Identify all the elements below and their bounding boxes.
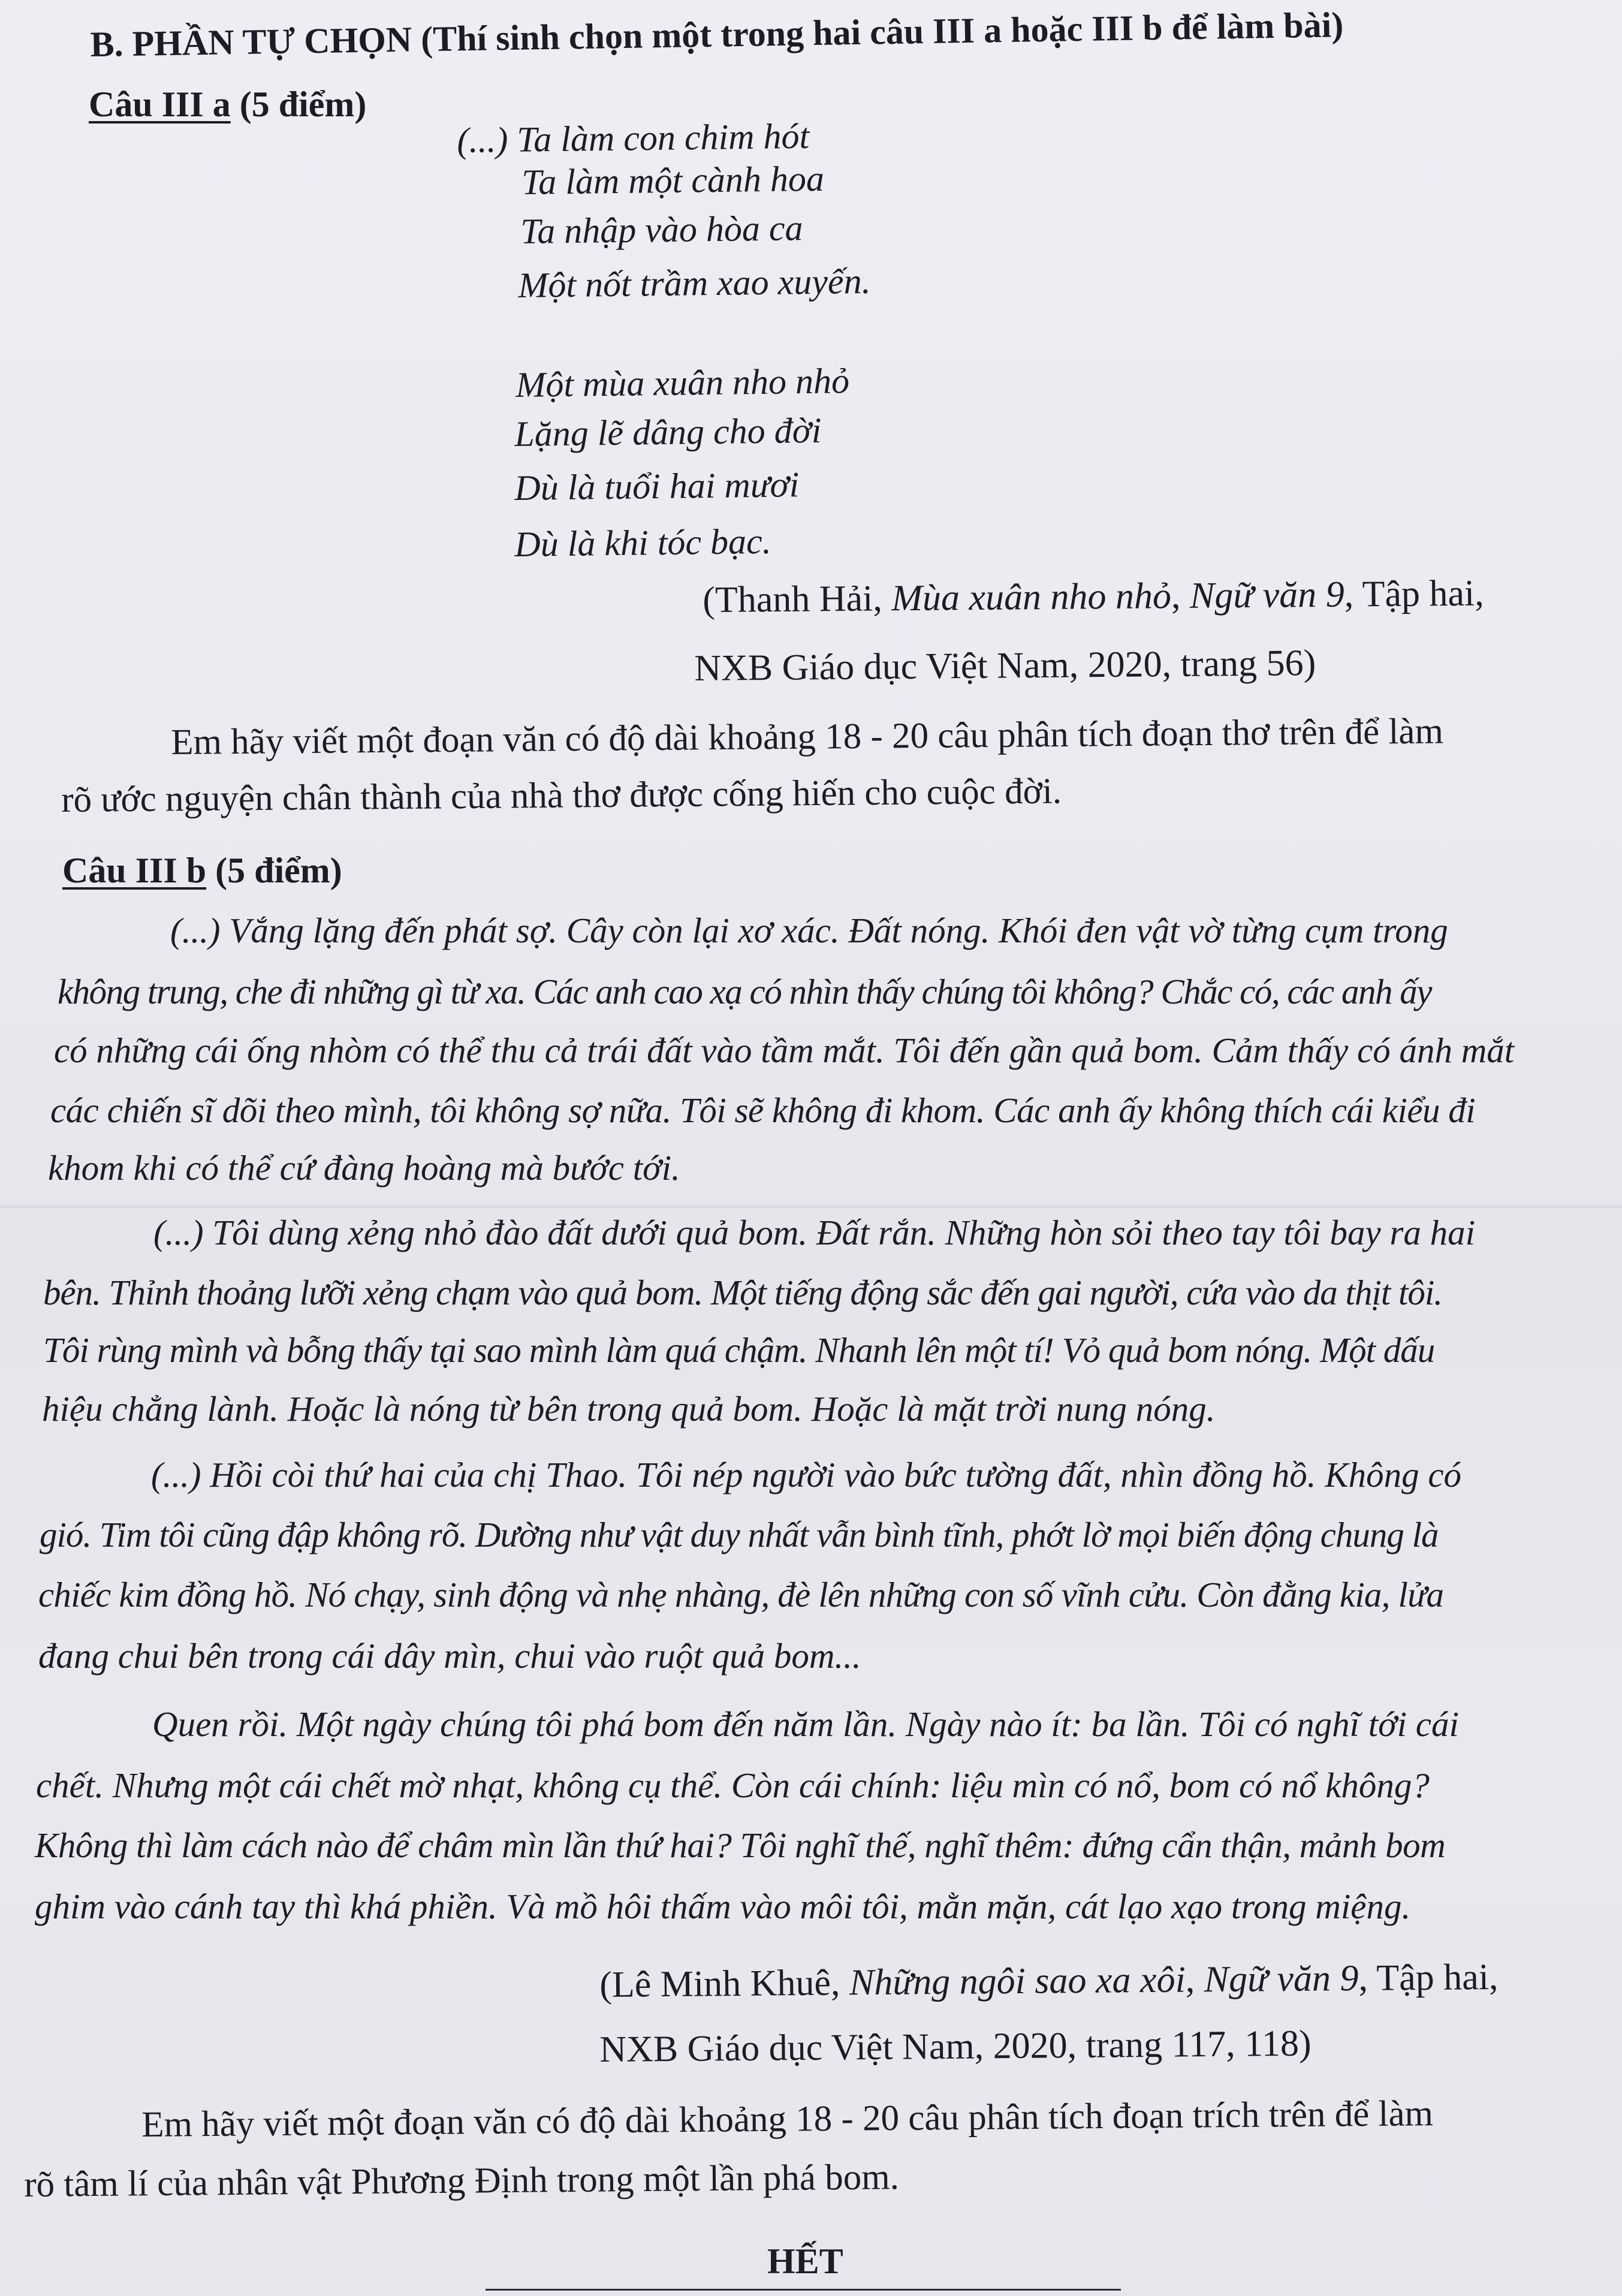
- end-rule: [486, 2289, 1121, 2291]
- prompt-line: rõ tâm lí của nhân vật Phương Định trong một lần phá bom.: [24, 2157, 900, 2205]
- excerpt-line: đang chui bên trong cái dây mìn, chui vào ruột quả bom...: [38, 1636, 861, 1676]
- excerpt-line: Tôi rùng mình và bỗng thấy tại sao mình làm quá chậm. Nhanh lên một tí! Vỏ quả bom nóng. Một dấu: [43, 1330, 1435, 1370]
- poem-line: Lặng lẽ dâng cho đời: [514, 410, 822, 454]
- excerpt-line: Không thì làm cách nào để châm mìn lần thứ hai? Tôi nghĩ thế, nghĩ thêm: đứng cẩn thận, mảnh bom: [35, 1825, 1446, 1865]
- source-line: [599, 1956, 1499, 2006]
- excerpt-line: không trung, che đi những gì từ xa. Các anh cao xạ có nhìn thấy chúng tôi không? Chắc có, các anh ấy: [58, 972, 1431, 1011]
- source-rest: , Tập hai,: [1358, 1956, 1499, 1999]
- source-rest: , Tập hai,: [1344, 573, 1484, 615]
- poem-line: Dù là tuổi hai mươi: [514, 465, 800, 508]
- source-book: Ngữ văn 9: [1189, 574, 1344, 616]
- source-book: Ngữ văn 9: [1204, 1957, 1359, 2000]
- excerpt-line: Quen rồi. Một ngày chúng tôi phá bom đến năm lần. Ngày nào ít: ba lần. Tôi có nghĩ tới cái: [152, 1704, 1459, 1744]
- question-3b-points: (5 điểm): [206, 851, 342, 890]
- poem-line: Dù là khi tóc bạc.: [514, 521, 772, 564]
- source-sep: ,: [1185, 1959, 1205, 2000]
- excerpt-line: gió. Tim tôi cũng đập không rõ. Dường như vật duy nhất vẫn bình tĩnh, phớt lờ mọi biến động chung là: [40, 1515, 1439, 1554]
- source-line: [703, 573, 1484, 622]
- excerpt-line: (...) Tôi dùng xẻng nhỏ đào đất dưới quả bom. Đất rắn. Những hòn sỏi theo tay tôi bay ra hai: [153, 1213, 1476, 1252]
- poem-line: (...) Ta làm con chim hót: [457, 116, 810, 160]
- prompt-line: Em hãy viết một đoạn văn có độ dài khoảng 18 - 20 câu phân tích đoạn trích trên để làm: [141, 2093, 1434, 2145]
- excerpt-line: hiệu chẳng lành. Hoặc là nóng từ bên trong quả bom. Hoặc là mặt trời nung nóng.: [42, 1389, 1216, 1429]
- source-sep: ,: [1171, 575, 1190, 617]
- poem-line: Ta làm một cành hoa: [521, 158, 825, 202]
- end-mark: HẾT: [767, 2241, 843, 2281]
- poem-line: Một nốt trầm xao xuyến.: [518, 261, 871, 305]
- excerpt-line: ghim vào cánh tay thì khá phiền. Và mồ hôi thấm vào môi tôi, mằn mặn, cát lạo xạo trong miệng.: [35, 1887, 1411, 1926]
- poem-line: Một mùa xuân nho nhỏ: [515, 361, 850, 405]
- excerpt-line: chết. Nhưng một cái chết mờ nhạt, không cụ thể. Còn cái chính: liệu mìn có nổ, bom có nổ không?: [36, 1765, 1430, 1805]
- excerpt-line: (...) Vắng lặng đến phát sợ. Cây còn lại xơ xác. Đất nóng. Khói đen vật vờ từng cụm trong: [170, 911, 1448, 950]
- question-3a-points: (5 điểm): [230, 85, 367, 124]
- excerpt-line: có những cái ống nhòm có thể thu cả trái đất vào tầm mắt. Tôi đến gần quả bom. Cảm thấy có ánh mắt: [54, 1031, 1515, 1070]
- paper-fold: [0, 1205, 1622, 1209]
- prompt-line: Em hãy viết một đoạn văn có độ dài khoảng 18 - 20 câu phân tích đoạn thơ trên để làm: [171, 711, 1444, 763]
- excerpt-line: các chiến sĩ dõi theo mình, tôi không sợ nữa. Tôi sẽ không đi khom. Các anh ấy không thích cái kiểu đi: [50, 1090, 1476, 1130]
- source-work: Những ngôi sao xa xôi: [849, 1959, 1186, 2003]
- source-author: (Lê Minh Khuê,: [599, 1962, 850, 2005]
- excerpt-line: khom khi có thể cứ đàng hoàng mà bước tới.: [48, 1148, 680, 1188]
- source-publisher: NXB Giáo dục Việt Nam, 2020, trang 56): [694, 642, 1316, 689]
- excerpt-line: (...) Hồi còi thứ hai của chị Thao. Tôi nép người vào bức tường đất, nhìn đồng hồ. Không có: [151, 1455, 1462, 1494]
- excerpt-line: chiếc kim đồng hồ. Nó chạy, sinh động và nhẹ nhàng, đè lên những con số vĩnh cửu. Còn đằng kia, lửa: [38, 1575, 1444, 1614]
- question-3b-label: Câu III b: [62, 851, 207, 890]
- source-author: (Thanh Hải,: [703, 578, 892, 620]
- question-3a-label: Câu III a: [89, 85, 231, 124]
- source-work: Mùa xuân nho nhỏ: [891, 575, 1172, 619]
- excerpt-line: bên. Thỉnh thoảng lưỡi xẻng chạm vào quả bom. Một tiếng động sắc đến gai người, cứa vào da thịt tôi.: [43, 1273, 1443, 1312]
- question-3a-heading: [89, 84, 366, 125]
- section-title: B. PHẦN TỰ CHỌN (Thí sinh chọn một trong hai câu III a hoặc III b để làm bài): [90, 5, 1344, 64]
- prompt-line: rõ ước nguyện chân thành của nhà thơ được cống hiến cho cuộc đời.: [61, 771, 1062, 820]
- question-3b-heading: [62, 850, 342, 891]
- source-publisher: NXB Giáo dục Việt Nam, 2020, trang 117, 118): [599, 2023, 1312, 2070]
- poem-line: Ta nhập vào hòa ca: [520, 208, 803, 251]
